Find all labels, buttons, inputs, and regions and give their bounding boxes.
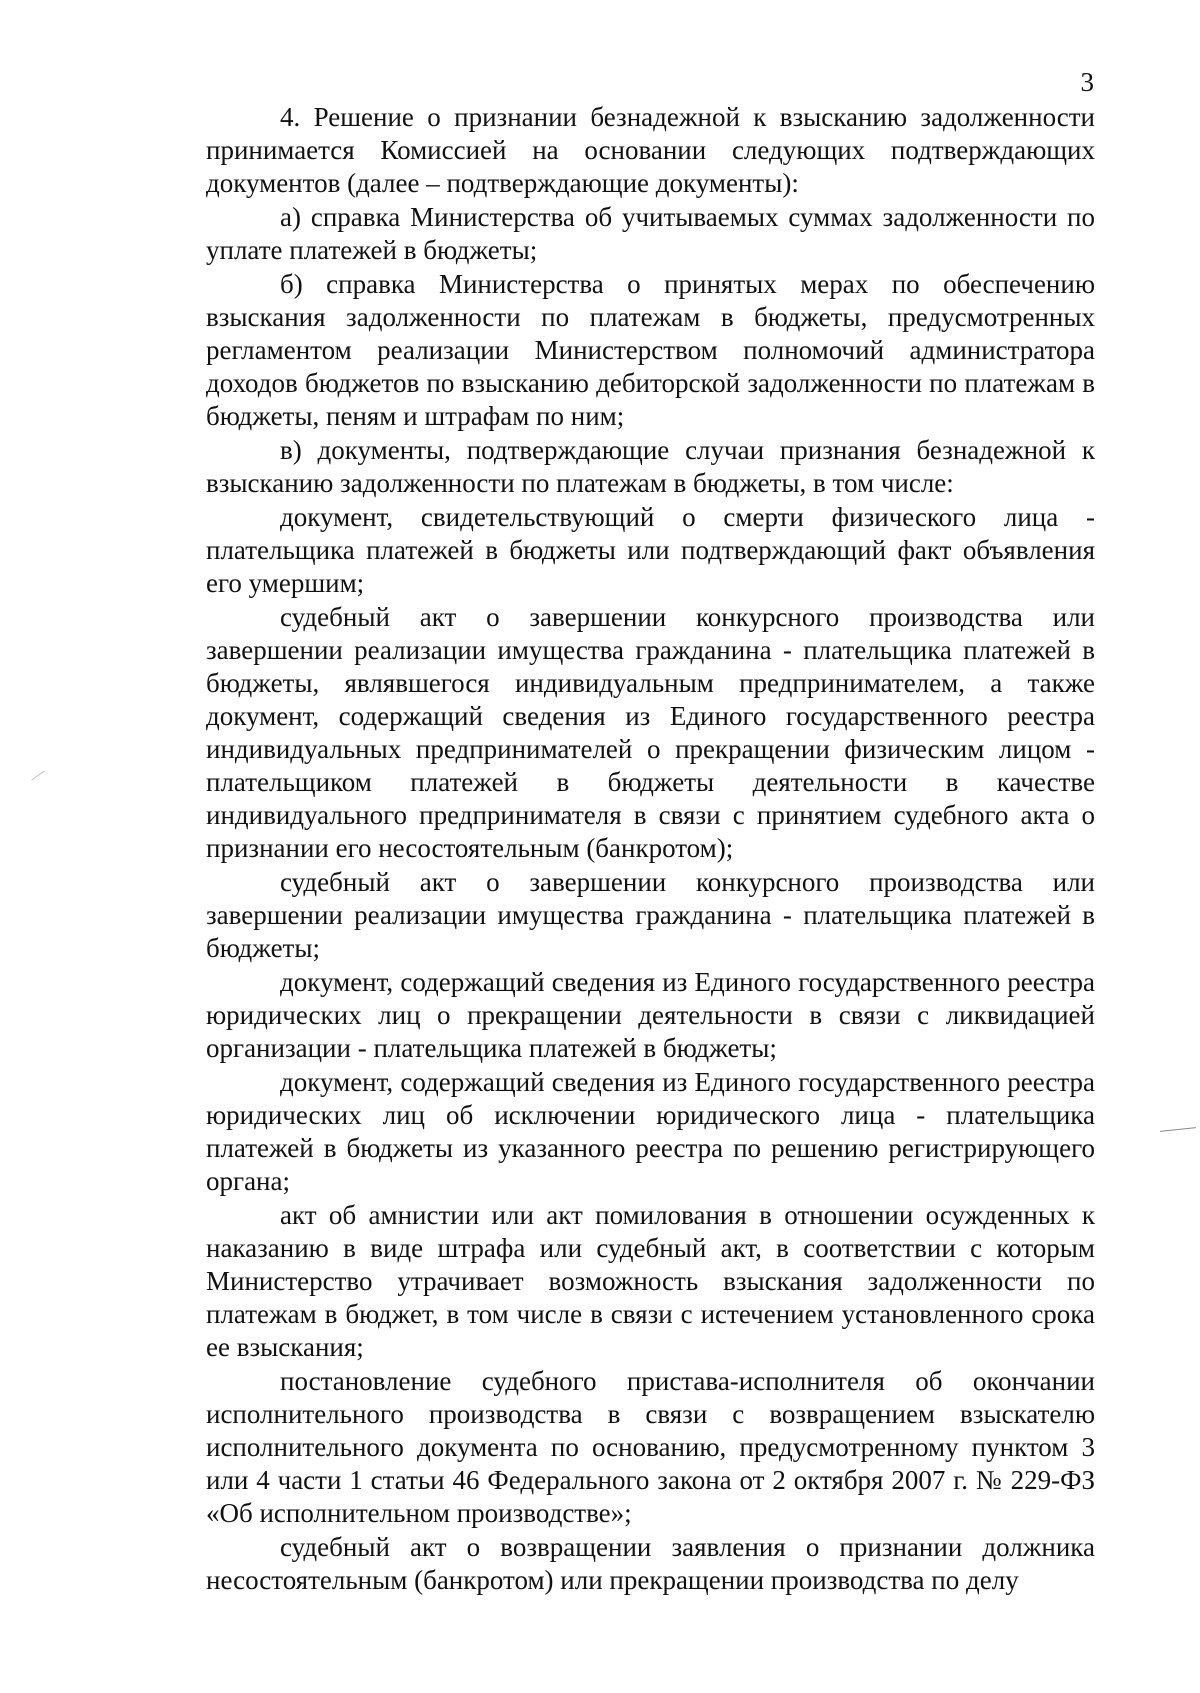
paragraph-exclusion-from-register: документ, содержащий сведения из Единого государственного реестра юридических лиц об исключении юридического лица - плательщика платежей в бюджеты из указанного реестра по решению регистрирующего органа; [206, 1067, 1095, 1196]
paragraph-court-return: судебный акт о возвращении заявления о признании должника несостоятельным (банкротом) или прекращении производства по делу [206, 1532, 1095, 1595]
paragraph-item-4: 4. Решение о признании безнадежной к взысканию задолженности принимается Комиссией на основании следующих подтверждающих документов (далее – подтверждающие документы): [206, 102, 1095, 198]
scan-artifact-mark [31, 771, 45, 781]
page-number: 3 [1080, 67, 1094, 97]
paragraph-liquidation: документ, содержащий сведения из Единого государственного реестра юридических лиц о прекращении деятельности в связи с ликвидацией организации - плательщика платежей в бюджеты; [206, 967, 1095, 1063]
scan-artifact-mark [1160, 1127, 1196, 1132]
paragraph-bankruptcy-entrepreneur: судебный акт о завершении конкурсного производства или завершении реализации имущества гражданина - плательщика платежей в бюджеты, являвшегося индивидуальным предпринимателем, а также документ, содержащий сведения из Единого государственного реестра индивидуальных предпринимателей о прекращении физическим лицом - плательщиком платежей в бюджеты деятельности в качестве индивидуального предпринимателя в связи с принятием судебного акта о признании его несостоятельным (банкротом); [206, 602, 1095, 863]
document-body [206, 101, 1095, 1598]
paragraph-death-document: документ, свидетельствующий о смерти физического лица - плательщика платежей в бюджеты или подтверждающий факт объявления его умершим; [206, 502, 1095, 598]
paragraph-bailiff-resolution: постановление судебного пристава-исполнителя об окончании исполнительного производства в связи с возвращением взыскателю исполнительного документа по основанию, предусмотренному пунктом 3 или 4 части 1 статьи 46 Федерального закона от 2 октября 2007 г. № 229-ФЗ «Об исполнительном производстве»; [206, 1366, 1095, 1528]
paragraph-bankruptcy-citizen: судебный акт о завершении конкурсного производства или завершении реализации имущества гражданина - плательщика платежей в бюджеты; [206, 867, 1095, 963]
paragraph-subitem-a: а) справка Министерства об учитываемых суммах задолженности по уплате платежей в бюджеты; [206, 202, 1095, 265]
paragraph-amnesty: акт об амнистии или акт помилования в отношении осужденных к наказанию в виде штрафа или судебный акт, в соответствии с которым Министерство утрачивает возможность взыскания задолженности по платежам в бюджет, в том числе в связи с истечением установленного срока ее взыскания; [206, 1200, 1095, 1362]
paragraph-subitem-b: б) справка Министерства о принятых мерах по обеспечению взыскания задолженности по платежам в бюджеты, предусмотренных регламентом реализации Министерством полномочий администратора доходов бюджетов по взысканию дебиторской задолженности по платежам в бюджеты, пеням и штрафам по ним; [206, 269, 1095, 431]
paragraph-subitem-v: в) документы, подтверждающие случаи признания безнадежной к взысканию задолженности по платежам в бюджеты, в том числе: [206, 435, 1095, 498]
